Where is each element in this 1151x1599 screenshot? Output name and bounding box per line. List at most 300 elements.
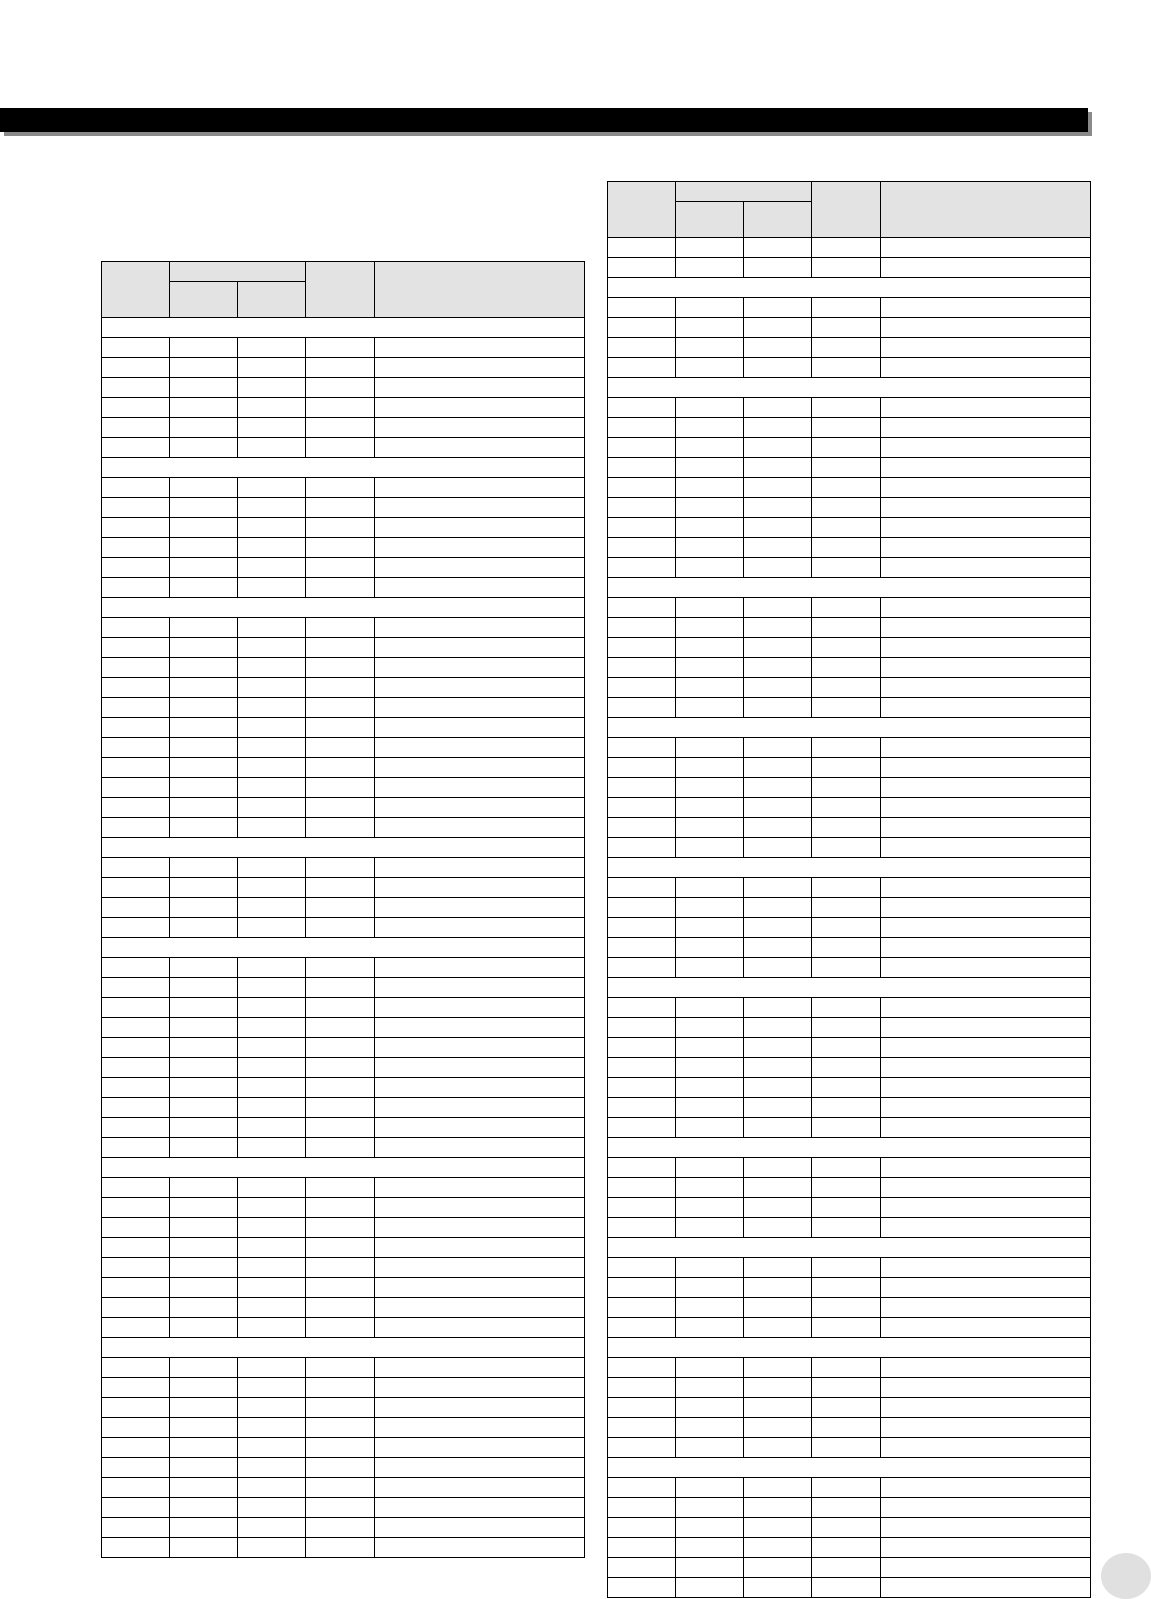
voice-name-cell (375, 1078, 585, 1098)
voice-name-cell (881, 338, 1091, 358)
msb-cell (170, 1198, 238, 1218)
program-change-cell (306, 1198, 375, 1218)
voice-row (608, 298, 1091, 318)
voice-no-cell (102, 798, 170, 818)
voice-name-cell (881, 1198, 1091, 1218)
voice-row (102, 818, 585, 838)
lsb-cell (238, 578, 306, 598)
msb-cell (170, 578, 238, 598)
lsb-cell (744, 1518, 812, 1538)
voice-row (608, 878, 1091, 898)
program-change-cell (306, 678, 375, 698)
voice-name-cell (375, 918, 585, 938)
lsb-cell (238, 1278, 306, 1298)
program-change-cell (812, 258, 881, 278)
lsb-cell (238, 798, 306, 818)
msb-cell (170, 1058, 238, 1078)
msb-cell (676, 1498, 744, 1518)
voice-row (102, 538, 585, 558)
voice-row (608, 698, 1091, 718)
voice-no-cell (608, 1398, 676, 1418)
voice-row (608, 1478, 1091, 1498)
msb-cell (170, 678, 238, 698)
voice-no-cell (608, 758, 676, 778)
program-change-cell (812, 1478, 881, 1498)
msb-cell (676, 1038, 744, 1058)
voice-name-cell (375, 358, 585, 378)
voice-name-cell (881, 778, 1091, 798)
voice-name-cell (881, 1018, 1091, 1038)
voice-no-cell (608, 1258, 676, 1278)
program-change-cell (306, 1098, 375, 1118)
msb-cell (170, 998, 238, 1018)
voice-name-cell (881, 638, 1091, 658)
header-voice-name (881, 182, 1091, 238)
voice-row (608, 358, 1091, 378)
voice-row (608, 238, 1091, 258)
program-change-cell (306, 538, 375, 558)
lsb-cell (744, 1178, 812, 1198)
voice-row (102, 558, 585, 578)
program-change-cell (812, 958, 881, 978)
voice-name-cell (375, 678, 585, 698)
program-change-cell (812, 898, 881, 918)
lsb-cell (744, 758, 812, 778)
voice-no-cell (102, 1078, 170, 1098)
msb-cell (676, 1578, 744, 1598)
msb-cell (170, 758, 238, 778)
header-midi-program-change (306, 262, 375, 318)
voice-name-cell (881, 958, 1091, 978)
voice-row (608, 1418, 1091, 1438)
voice-row (102, 1518, 585, 1538)
program-change-cell (812, 358, 881, 378)
voice-row (608, 318, 1091, 338)
voice-name-cell (375, 338, 585, 358)
voice-name-cell (375, 498, 585, 518)
voice-row (102, 758, 585, 778)
voice-no-cell (102, 958, 170, 978)
voice-name-cell (375, 478, 585, 498)
voice-no-cell (102, 658, 170, 678)
voice-row (608, 1498, 1091, 1518)
voice-row (608, 1558, 1091, 1578)
voice-no-cell (608, 1158, 676, 1178)
voice-name-cell (375, 698, 585, 718)
voice-no-cell (608, 1558, 676, 1578)
msb-cell (170, 1518, 238, 1538)
lsb-cell (744, 1018, 812, 1038)
voice-row (608, 638, 1091, 658)
voice-no-cell (608, 998, 676, 1018)
voice-name-cell (881, 1258, 1091, 1278)
voice-name-cell (375, 1478, 585, 1498)
voice-row (608, 798, 1091, 818)
voice-row (102, 1078, 585, 1098)
category-cell (102, 1158, 585, 1178)
msb-cell (170, 798, 238, 818)
voice-name-cell (375, 898, 585, 918)
voice-no-cell (608, 418, 676, 438)
voice-no-cell (608, 398, 676, 418)
header-msb (170, 282, 238, 318)
category-cell (102, 938, 585, 958)
voice-row (102, 578, 585, 598)
program-change-cell (812, 1038, 881, 1058)
voice-no-cell (608, 838, 676, 858)
category-row (608, 1458, 1091, 1478)
msb-cell (170, 1078, 238, 1098)
msb-cell (170, 1418, 238, 1438)
voice-name-cell (881, 298, 1091, 318)
lsb-cell (744, 238, 812, 258)
voice-no-cell (608, 1278, 676, 1298)
msb-cell (676, 498, 744, 518)
voice-name-cell (375, 858, 585, 878)
voice-no-cell (608, 778, 676, 798)
msb-cell (676, 918, 744, 938)
voice-name-cell (881, 618, 1091, 638)
voice-name-cell (375, 758, 585, 778)
lsb-cell (238, 1378, 306, 1398)
msb-cell (170, 978, 238, 998)
voice-row (102, 998, 585, 1018)
lsb-cell (238, 1218, 306, 1238)
lsb-cell (238, 498, 306, 518)
program-change-cell (812, 758, 881, 778)
msb-cell (170, 638, 238, 658)
voice-name-cell (881, 358, 1091, 378)
voice-name-cell (881, 598, 1091, 618)
lsb-cell (744, 1418, 812, 1438)
msb-cell (676, 1078, 744, 1098)
msb-cell (676, 598, 744, 618)
voice-row (608, 998, 1091, 1018)
voice-name-cell (881, 518, 1091, 538)
voice-row (608, 598, 1091, 618)
program-change-cell (306, 1418, 375, 1438)
voice-no-cell (102, 1498, 170, 1518)
voice-name-cell (375, 958, 585, 978)
voice-no-cell (102, 1138, 170, 1158)
msb-cell (676, 1378, 744, 1398)
voice-no-cell (608, 638, 676, 658)
voice-row (102, 638, 585, 658)
voice-row (102, 1218, 585, 1238)
msb-cell (676, 1438, 744, 1458)
program-change-cell (306, 658, 375, 678)
voice-no-cell (608, 1498, 676, 1518)
voice-no-cell (102, 878, 170, 898)
program-change-cell (306, 1538, 375, 1558)
category-cell (102, 458, 585, 478)
voice-name-cell (881, 798, 1091, 818)
lsb-cell (238, 1118, 306, 1138)
program-change-cell (812, 678, 881, 698)
program-change-cell (306, 338, 375, 358)
voice-name-cell (375, 1018, 585, 1038)
voice-row (608, 1258, 1091, 1278)
program-change-cell (306, 1318, 375, 1338)
voice-no-cell (608, 938, 676, 958)
voice-no-cell (608, 1578, 676, 1598)
voice-name-cell (881, 418, 1091, 438)
msb-cell (170, 1458, 238, 1478)
voice-no-cell (102, 1418, 170, 1438)
lsb-cell (238, 538, 306, 558)
voice-row (102, 618, 585, 638)
program-change-cell (306, 778, 375, 798)
program-change-cell (306, 478, 375, 498)
category-row (608, 1338, 1091, 1358)
voice-no-cell (102, 418, 170, 438)
program-change-cell (306, 1398, 375, 1418)
voice-name-cell (881, 1478, 1091, 1498)
voice-name-cell (375, 1298, 585, 1318)
lsb-cell (744, 1278, 812, 1298)
voice-name-cell (375, 878, 585, 898)
msb-cell (676, 818, 744, 838)
lsb-cell (744, 738, 812, 758)
voice-row (102, 1418, 585, 1438)
voice-row (102, 1358, 585, 1378)
voice-name-cell (881, 1298, 1091, 1318)
lsb-cell (744, 1498, 812, 1518)
lsb-cell (238, 898, 306, 918)
voice-name-cell (375, 818, 585, 838)
voice-no-cell (102, 378, 170, 398)
voice-no-cell (608, 1358, 676, 1378)
msb-cell (676, 1098, 744, 1118)
voice-no-cell (102, 538, 170, 558)
program-change-cell (306, 738, 375, 758)
msb-cell (676, 338, 744, 358)
msb-cell (170, 858, 238, 878)
header-bank-select (676, 182, 812, 202)
voice-row (608, 518, 1091, 538)
lsb-cell (744, 1438, 812, 1458)
msb-cell (170, 478, 238, 498)
voice-row (102, 398, 585, 418)
lsb-cell (238, 1238, 306, 1258)
program-change-cell (812, 778, 881, 798)
category-cell (608, 1338, 1091, 1358)
voice-no-cell (102, 758, 170, 778)
voice-no-cell (608, 1478, 676, 1498)
voice-row (608, 1018, 1091, 1038)
msb-cell (170, 738, 238, 758)
lsb-cell (744, 998, 812, 1018)
lsb-cell (238, 1458, 306, 1478)
program-change-cell (306, 1078, 375, 1098)
program-change-cell (812, 1198, 881, 1218)
voice-name-cell (881, 818, 1091, 838)
category-row (102, 318, 585, 338)
voice-name-cell (881, 698, 1091, 718)
program-change-cell (306, 438, 375, 458)
lsb-cell (744, 818, 812, 838)
program-change-cell (812, 938, 881, 958)
msb-cell (170, 1178, 238, 1198)
program-change-cell (812, 478, 881, 498)
msb-cell (676, 878, 744, 898)
msb-cell (170, 818, 238, 838)
msb-cell (676, 258, 744, 278)
msb-cell (676, 1258, 744, 1278)
program-change-cell (812, 1278, 881, 1298)
voice-row (102, 1238, 585, 1258)
msb-cell (170, 338, 238, 358)
voice-no-cell (608, 1058, 676, 1078)
voice-list-table-left (101, 261, 585, 1558)
category-row (102, 1158, 585, 1178)
category-row (608, 278, 1091, 298)
voice-name-cell (881, 1058, 1091, 1078)
voice-no-cell (102, 1018, 170, 1038)
program-change-cell (812, 338, 881, 358)
category-cell (608, 1458, 1091, 1478)
msb-cell (676, 738, 744, 758)
voice-name-cell (881, 658, 1091, 678)
voice-no-cell (102, 618, 170, 638)
voice-name-cell (375, 1038, 585, 1058)
voice-no-cell (608, 498, 676, 518)
voice-name-cell (881, 1438, 1091, 1458)
voice-name-cell (881, 438, 1091, 458)
program-change-cell (812, 1438, 881, 1458)
voice-no-cell (608, 558, 676, 578)
voice-row (102, 1098, 585, 1118)
program-change-cell (306, 918, 375, 938)
msb-cell (676, 618, 744, 638)
voice-row (102, 678, 585, 698)
lsb-cell (744, 458, 812, 478)
program-change-cell (306, 818, 375, 838)
program-change-cell (812, 598, 881, 618)
lsb-cell (744, 1218, 812, 1238)
voice-list-table-right (607, 181, 1091, 1598)
lsb-cell (744, 1318, 812, 1338)
voice-row (608, 738, 1091, 758)
program-change-cell (812, 1258, 881, 1278)
voice-no-cell (102, 398, 170, 418)
lsb-cell (744, 358, 812, 378)
voice-no-cell (608, 438, 676, 458)
voice-row (102, 1178, 585, 1198)
lsb-cell (744, 698, 812, 718)
lsb-cell (238, 1538, 306, 1558)
program-change-cell (812, 878, 881, 898)
voice-row (102, 778, 585, 798)
voice-row (608, 1098, 1091, 1118)
msb-cell (676, 798, 744, 818)
voice-no-cell (608, 358, 676, 378)
program-change-cell (812, 538, 881, 558)
voice-no-cell (102, 1378, 170, 1398)
program-change-cell (306, 758, 375, 778)
voice-row (102, 378, 585, 398)
msb-cell (170, 878, 238, 898)
program-change-cell (306, 1378, 375, 1398)
voice-name-cell (881, 238, 1091, 258)
voice-no-cell (608, 258, 676, 278)
msb-cell (170, 698, 238, 718)
lsb-cell (744, 1358, 812, 1378)
voice-row (608, 538, 1091, 558)
msb-cell (676, 538, 744, 558)
voice-row (608, 1378, 1091, 1398)
lsb-cell (238, 718, 306, 738)
voice-row (102, 1498, 585, 1518)
lsb-cell (238, 1318, 306, 1338)
voice-name-cell (375, 1198, 585, 1218)
voice-name-cell (881, 918, 1091, 938)
voice-name-cell (375, 1438, 585, 1458)
voice-row (102, 1018, 585, 1038)
msb-cell (676, 1058, 744, 1078)
lsb-cell (744, 338, 812, 358)
lsb-cell (238, 398, 306, 418)
program-change-cell (812, 1518, 881, 1538)
lsb-cell (744, 1478, 812, 1498)
voice-name-cell (881, 1098, 1091, 1118)
msb-cell (676, 398, 744, 418)
lsb-cell (744, 418, 812, 438)
voice-no-cell (608, 238, 676, 258)
msb-cell (676, 1018, 744, 1038)
voice-row (102, 1118, 585, 1138)
program-change-cell (306, 1178, 375, 1198)
lsb-cell (238, 778, 306, 798)
voice-name-cell (881, 1518, 1091, 1538)
voice-row (608, 1118, 1091, 1138)
voice-row (608, 1278, 1091, 1298)
lsb-cell (238, 1498, 306, 1518)
voice-row (102, 1478, 585, 1498)
voice-row (608, 958, 1091, 978)
program-change-cell (812, 738, 881, 758)
header-bank-select (170, 262, 306, 282)
voice-no-cell (102, 918, 170, 938)
voice-name-cell (375, 638, 585, 658)
voice-no-cell (102, 1038, 170, 1058)
msb-cell (170, 1238, 238, 1258)
voice-row (102, 1318, 585, 1338)
voice-name-cell (375, 1258, 585, 1278)
program-change-cell (306, 1038, 375, 1058)
msb-cell (676, 358, 744, 378)
msb-cell (676, 898, 744, 918)
voice-row (608, 1518, 1091, 1538)
voice-name-cell (881, 758, 1091, 778)
msb-cell (170, 558, 238, 578)
program-change-cell (306, 698, 375, 718)
program-change-cell (812, 498, 881, 518)
voice-name-cell (881, 318, 1091, 338)
voice-no-cell (102, 1298, 170, 1318)
voice-name-cell (881, 398, 1091, 418)
voice-name-cell (881, 1378, 1091, 1398)
voice-name-cell (881, 1498, 1091, 1518)
voice-row (102, 338, 585, 358)
msb-cell (676, 1158, 744, 1178)
voice-name-cell (881, 1578, 1091, 1598)
program-change-cell (306, 618, 375, 638)
msb-cell (676, 938, 744, 958)
lsb-cell (238, 1198, 306, 1218)
msb-cell (676, 778, 744, 798)
voice-no-cell (608, 1078, 676, 1098)
